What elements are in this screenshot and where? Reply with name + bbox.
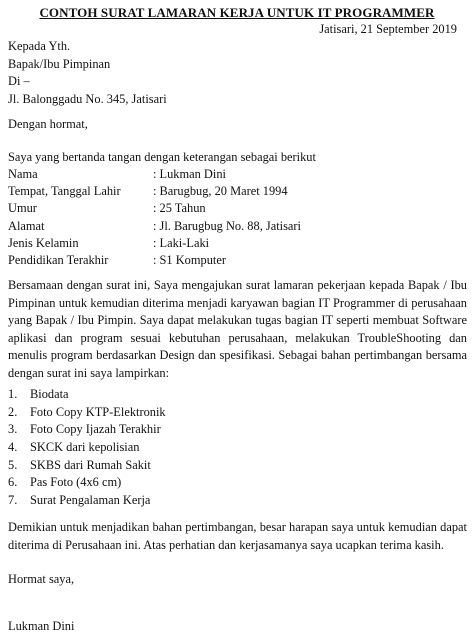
recipient-line: Bapak/Ibu Pimpinan xyxy=(8,56,111,71)
identity-row xyxy=(8,184,301,201)
attachment-number: 1. xyxy=(8,387,18,401)
identity-table xyxy=(8,167,301,270)
identity-label: Tempat, Tanggal Lahir xyxy=(8,184,121,199)
identity-label: Pendidikan Terakhir xyxy=(8,252,109,267)
attachment-number: 5. xyxy=(8,457,18,472)
identity-row xyxy=(8,219,301,236)
identity-row xyxy=(8,167,301,184)
attachment-item xyxy=(8,475,166,493)
identity-row xyxy=(8,236,301,253)
attachment-item xyxy=(8,422,166,440)
attachment-text: Biodata xyxy=(30,387,69,401)
identity-value: : Lukman Dini xyxy=(153,167,226,181)
attachment-item xyxy=(8,405,166,423)
attachment-number: 4. xyxy=(8,440,18,455)
letter-title: CONTOH SURAT LAMARAN KERJA UNTUK IT PROGRAMMER xyxy=(39,5,435,20)
identity-label: Umur xyxy=(8,201,37,216)
recipient-line: Kepada Yth. xyxy=(8,39,71,53)
signature-name: Lukman Dini xyxy=(8,619,75,633)
intro-line: Saya yang bertanda tangan dengan keterangan sebagai berikut xyxy=(8,150,316,164)
identity-row xyxy=(8,253,301,270)
attachment-number: 2. xyxy=(8,404,18,419)
recipient-line: Di – xyxy=(8,74,30,89)
recipient-block xyxy=(8,39,167,109)
identity-value: : Jl. Barugbug No. 88, Jatisari xyxy=(153,218,301,233)
attachment-number: 3. xyxy=(8,422,18,437)
identity-value: : Barugbug, 20 Maret 1994 xyxy=(153,184,288,199)
attachment-text: Foto Copy Ijazah Terakhir xyxy=(30,422,161,437)
attachment-text: Foto Copy KTP-Elektronik xyxy=(30,404,166,419)
identity-label: Alamat xyxy=(8,218,45,233)
sign-off: Hormat saya, xyxy=(8,572,75,586)
letter-date: Jatisari, 21 September 2019 xyxy=(319,22,457,36)
body-paragraph: Bersamaan dengan surat ini, Saya mengajukan surat lamaran pekerjaan kepada Bapak / Ibu Pimpinan untuk kemudian diterima menjadi karyawan bagian IT Programmer di perusahaan yang Bapak / Ibu Pimpin. Saya dapat melakukan tugas bagian IT seperti membuat Software aplikasi dan program sesuai kebutuhan perusahaan, melakukan TroubleShooting dan menulis program berdasarkan Design dan spesifikasi. Sebagai bahan pertimbangan bersama dengan surat ini saya lampirkan: xyxy=(8,278,467,380)
identity-row xyxy=(8,201,301,218)
attachment-text: Surat Pengalaman Kerja xyxy=(30,493,151,508)
attachment-list xyxy=(8,387,166,511)
identity-value: : Laki-Laki xyxy=(153,235,210,250)
attachment-item xyxy=(8,458,166,476)
attachment-text: SKBS dari Rumah Sakit xyxy=(30,457,151,472)
attachment-item xyxy=(8,493,166,511)
identity-label: Nama xyxy=(8,167,38,181)
attachment-item xyxy=(8,387,166,405)
attachment-text: SKCK dari kepolisian xyxy=(30,440,140,455)
attachment-item xyxy=(8,440,166,458)
identity-value: : 25 Tahun xyxy=(153,201,206,216)
greeting: Dengan hormat, xyxy=(8,117,88,131)
recipient-line: Jl. Balonggadu No. 345, Jatisari xyxy=(8,91,167,106)
identity-label: Jenis Kelamin xyxy=(8,235,79,250)
closing-paragraph: Demikian untuk menjadikan bahan pertimbangan, besar harapan saya untuk kemudian dapat diterima di Perusahaan ini. Atas perhatian dan kerjasamanya saya ucapkan terima kasih. xyxy=(8,520,467,552)
attachment-number: 7. xyxy=(8,493,18,508)
identity-value: : S1 Komputer xyxy=(153,252,226,267)
attachment-text: Pas Foto (4x6 cm) xyxy=(30,475,122,490)
attachment-number: 6. xyxy=(8,475,18,490)
